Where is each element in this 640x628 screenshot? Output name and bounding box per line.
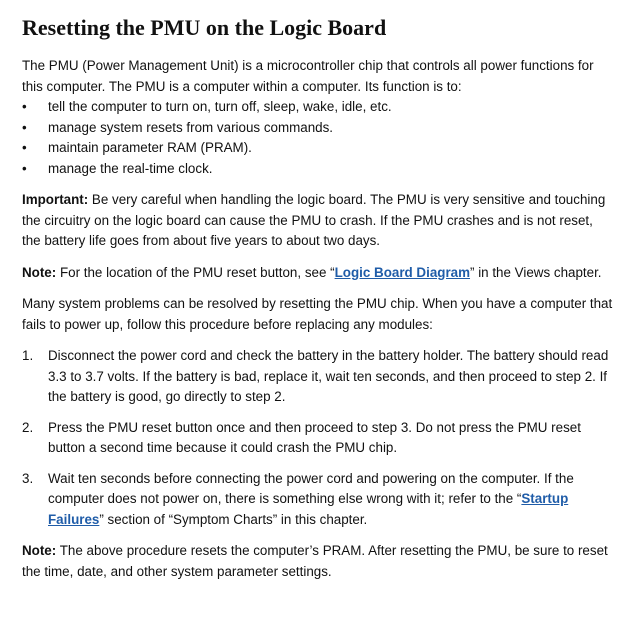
list-item: • manage the real-time clock. xyxy=(22,159,614,180)
list-item: • manage system resets from various commands. xyxy=(22,118,614,139)
page-title: Resetting the PMU on the Logic Board xyxy=(22,15,387,40)
step-text: Press the PMU reset button once and then proceed to step 3. Do not press the PMU reset button a second time because it could crash the PMU chip. xyxy=(48,419,581,455)
bullet-marker: • xyxy=(22,160,27,176)
step-item xyxy=(22,418,614,459)
note-pram-reset: Note: The above procedure resets the computer’s PRAM. After resetting the PMU, be sure to reset the time, date, and other system parameter settings. xyxy=(22,543,608,579)
important-text: Be very careful when handling the logic board. The PMU is very sensitive and touching the circuitry on the logic board can cause the PMU to crash. If the PMU crashes and is not reset, the battery life goes from about five years to about two days. xyxy=(22,192,606,248)
intro-paragraph: The PMU (Power Management Unit) is a microcontroller chip that controls all power functions for this computer. The PMU is a computer within a computer. Its function is to: xyxy=(22,58,594,94)
step-item: 3. Wait ten seconds before connecting the power cord and powering on the computer. If the computer does not power on, there is something else wrong with it; refer to the “Startup Failures” section of “Symptom Charts” in this chapter. xyxy=(22,470,574,527)
note-reset-button-location: Note: For the location of the PMU reset button, see “Logic Board Diagram” in the Views chapter. xyxy=(22,264,602,280)
bullet-marker: • xyxy=(22,99,27,114)
bullet-marker: • xyxy=(22,140,27,155)
procedure-intro-paragraph: Many system problems can be resolved by resetting the PMU chip. When you have a computer that fails to power up, follow this procedure before replacing any modules: xyxy=(22,296,613,332)
step-number: 1. xyxy=(22,348,34,363)
pmu-function-list xyxy=(22,97,614,179)
reset-steps-list xyxy=(22,346,614,530)
important-paragraph xyxy=(22,190,614,252)
startup-failures-link[interactable]: Startup Failures xyxy=(48,491,569,527)
bullet-marker: • xyxy=(22,119,27,135)
document-page xyxy=(22,14,614,582)
step-number: 2. xyxy=(22,419,34,435)
step-number: 3. xyxy=(22,470,34,486)
list-item: • maintain parameter RAM (PRAM). xyxy=(22,138,614,159)
note-label: Note: xyxy=(22,543,57,558)
step-text: Disconnect the power cord and check the battery in the battery holder. The battery should read 3.3 to 3.7 volts. If the battery is bad, replace it, wait ten seconds, and then proceed to step 2. If the battery is good, go directly to step 2. xyxy=(48,348,609,404)
step-item xyxy=(22,346,614,408)
important-label: Important: xyxy=(22,192,89,207)
note-label: Note: xyxy=(22,264,57,280)
logic-board-diagram-link[interactable]: Logic Board Diagram xyxy=(334,264,471,280)
list-item: • tell the computer to turn on, turn off, sleep, wake, idle, etc. xyxy=(22,97,614,118)
